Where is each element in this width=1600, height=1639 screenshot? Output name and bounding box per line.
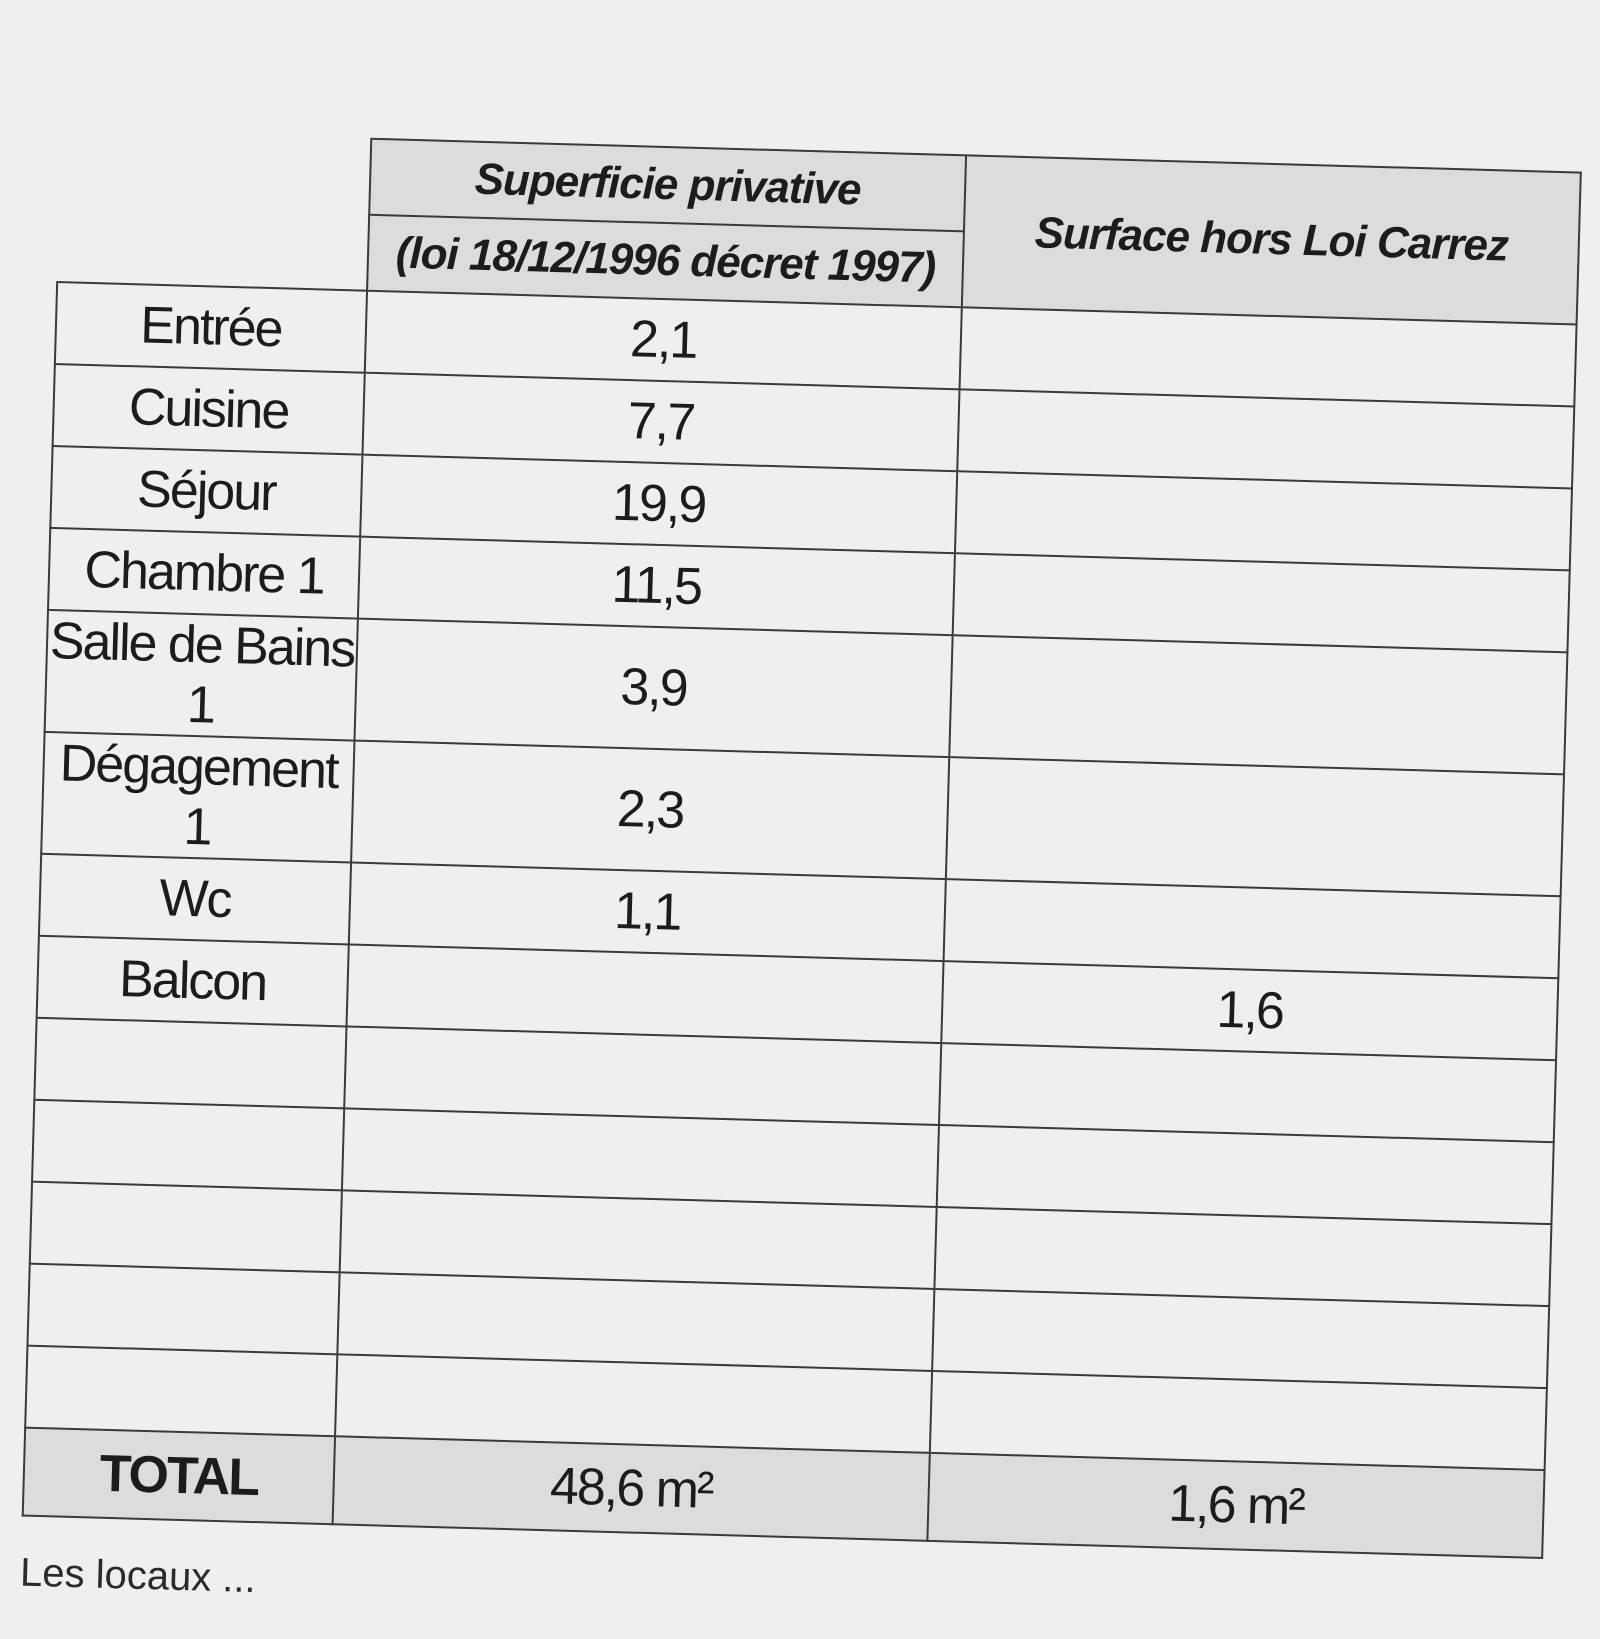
private-area-value: 11,5 xyxy=(358,537,955,636)
room-name xyxy=(27,1264,339,1355)
room-name xyxy=(30,1182,342,1273)
header-private-law: (loi 18/12/1996 décret 1997) xyxy=(367,215,964,308)
total-label: TOTAL xyxy=(23,1428,335,1525)
hors-area-value: 1,6 xyxy=(941,961,1558,1060)
private-area-value: 1,1 xyxy=(349,862,946,961)
total-hors-area: 1,6 m² xyxy=(927,1453,1544,1558)
header-hors-carrez: Surface hors Loi Carrez xyxy=(962,155,1581,324)
room-name: Dégagement 1 xyxy=(41,732,354,863)
surface-table xyxy=(22,129,1582,1559)
table-corner xyxy=(57,130,371,291)
total-private-area: 48,6 m² xyxy=(333,1436,930,1541)
hors-area-value xyxy=(946,757,1564,896)
room-name xyxy=(34,1018,346,1109)
room-name: Entrée xyxy=(55,282,367,373)
room-name: Chambre 1 xyxy=(48,528,360,619)
header-private-title: Superficie privative xyxy=(369,139,966,232)
private-area-value: 2,1 xyxy=(365,291,962,390)
hors-area-value xyxy=(949,635,1567,774)
room-name: Wc xyxy=(39,854,351,945)
room-name xyxy=(25,1346,337,1437)
private-area-value: 2,3 xyxy=(351,741,949,880)
room-name xyxy=(32,1100,344,1191)
room-name: Séjour xyxy=(50,446,362,537)
room-name: Balcon xyxy=(37,936,349,1027)
footnote-text: Les locaux ... xyxy=(19,1550,257,1602)
room-name: Salle de Bains 1 xyxy=(45,610,358,741)
room-name: Cuisine xyxy=(53,364,365,455)
private-area-value: 7,7 xyxy=(362,373,959,472)
private-area-value: 19,9 xyxy=(360,455,957,554)
private-area-value: 3,9 xyxy=(354,619,952,758)
